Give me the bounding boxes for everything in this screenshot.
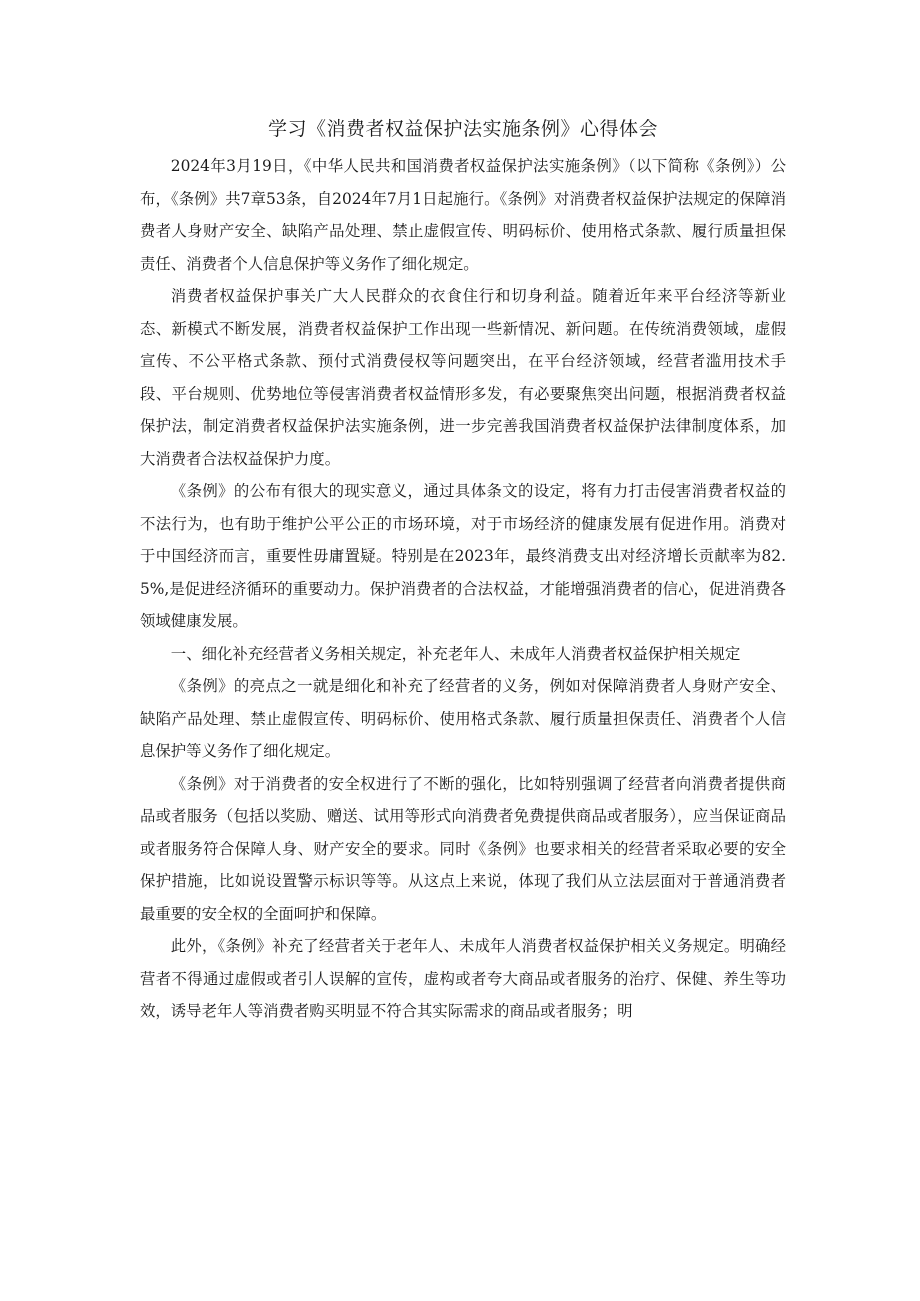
paragraph: 《条例》的亮点之一就是细化和补充了经营者的义务，例如对保障消费者人身财产安全、缺陷产品处理、禁止虚假宣传、明码标价、使用格式条款、履行质量担保责任、消费者个人信息保护等义务作了细化规定。 <box>140 677 786 760</box>
paragraph: 消费者权益保护事关广大人民群众的衣食住行和切身利益。随着近年来平台经济等新业态、新模式不断发展，消费者权益保护工作出现一些新情况、新问题。在传统消费领域，虚假宣传、不公平格式条款、预付式消费侵权等问题突出，在平台经济领域，经营者滥用技术手段、平台规则、优势地位等侵害消费者权益情形多发，有必要聚焦突出问题，根据消费者权益保护法，制定消费者权益保护法实施条例，进一步完善我国消费者权益保护法律制度体系，加大消费者合法权益保护力度。 <box>140 287 786 468</box>
document-page <box>140 112 786 1028</box>
document-title: 学习《消费者权益保护法实施条例》心得体会 <box>267 118 658 140</box>
paragraph: 此外，《条例》补充了经营者关于老年人、未成年人消费者权益保护相关义务规定。明确经营者不得通过虚假或者引人误解的宣传，虚构或者夸大商品或者服务的治疗、保健、养生等功效，诱导老年人等消费者购买明显不符合其实际需求的商品或者服务；明 <box>140 937 786 1020</box>
paragraph: 《条例》的公布有很大的现实意义，通过具体条文的设定，将有力打击侵害消费者权益的不法行为，也有助于维护公平公正的市场环境，对于市场经济的健康发展有促进作用。消费对于中国经济而言，重要性毋庸置疑。特别是在2023年，最终消费支出对经济增长贡献率为82.5%,是促进经济循环的重要动力。保护消费者的合法权益，才能增强消费者的信心，促进消费各领域健康发展。 <box>140 482 786 630</box>
paragraph: 2024年3月19日，《中华人民共和国消费者权益保护法实施条例》（以下简称《条例》）公布，《条例》共7章53条，自2024年7月1日起施行。《条例》对消费者权益保护法规定的保障消费者人身财产安全、缺陷产品处理、禁止虚假宣传、明码标价、使用格式条款、履行质量担保责任、消费者个人信息保护等义务作了细化规定。 <box>140 157 786 273</box>
section-heading: 一、细化补充经营者义务相关规定，补充老年人、未成年人消费者权益保护相关规定 <box>170 644 741 663</box>
paragraph: 《条例》对于消费者的安全权进行了不断的强化，比如特别强调了经营者向消费者提供商品或者服务（包括以奖励、赠送、试用等形式向消费者免费提供商品或者服务），应当保证商品或者服务符合保障人身、财产安全的要求。同时《条例》也要求相关的经营者采取必要的安全保护措施，比如说设置警示标识等等。从这点上来说，体现了我们从立法层面对于普通消费者最重要的安全权的全面呵护和保障。 <box>140 774 786 923</box>
